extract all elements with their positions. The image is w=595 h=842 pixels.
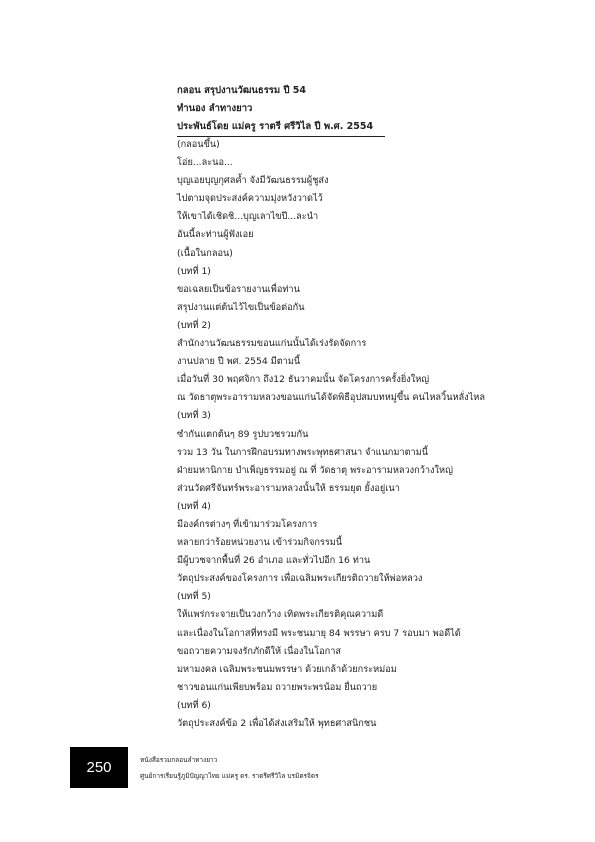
poem-line: หลายกว่าร้อยหน่วยงาน เข้าร่วมกิจกรรมนี้ <box>177 537 343 549</box>
poem-line: อันนี้ละท่านผู้ฟังเอย <box>177 229 254 241</box>
poem-line: (บทที่ 6) <box>177 699 211 711</box>
poem-line: ให้เขาได้เชิดชิ...บุญเลาไขปี...ละนำ <box>177 211 319 223</box>
poem-line: (กลอนขึ้น) <box>177 139 220 150</box>
poem-line: ส่วนวัดศรีจันทร์พระอารามหลวงนั้นให้ ธรรมยุต ยั้งอยู่เนา <box>177 482 400 494</box>
poem-line: โอ่ย...ละนอ... <box>177 157 233 169</box>
poem-line: เมื่อวันที่ 30 พฤศจิกา ถึง12 ธันวาคมนั้น จัดโครงการครั้งยิ่งใหญ่ <box>177 374 430 386</box>
poem-line: สำนักงานวัฒนธรรมขอนแก่นนั้นได้เร่งรัดจัดการ <box>177 338 367 350</box>
poem-line: ซำกันแตกต้นๆ 89 รูปบวชรวมกัน <box>177 428 309 440</box>
poem-line: และเนื่องในโอกาสที่ทรงมี พระชนมายุ 84 พรรษา ครบ 7 รอบมา พอดีได้ <box>177 627 461 639</box>
poem-line: บุญเอยบุญกุศลค้ำ จังมีวัฒนธรรมผู้ชูส่ง <box>177 175 329 187</box>
poem-title: กลอน สรุปงานวัฒนธรรม ปี 54 <box>177 85 307 96</box>
footer-learning-center: ศูนย์การเรียนรู้ภูมิปัญญาไทย แม่ครู ดร. ราตรีศรีวิไล บรมิตรจิตร <box>140 772 319 780</box>
page-footer <box>140 752 440 784</box>
page-number: 250 <box>70 747 128 788</box>
poem-line: (เนื้อในกลอน) <box>177 247 233 259</box>
poem-melody: ทำนอง ลำทางยาว <box>177 103 253 114</box>
poem-line: สรุปงานแต่ต้นไว้ไขเป็นข้อต่อกัน <box>177 301 305 313</box>
poem-line: (บทที่ 3) <box>177 410 211 422</box>
poem-line: (บทที่ 4) <box>177 500 211 512</box>
poem-line: ฝ่ายมหานิกาย บำเพ็ญธรรมอยู่ ณ ที่ วัดธาตุ พระอารามหลวงกว้างใหญ่ <box>177 464 453 476</box>
poem-line: มีผู้บวชจากพื้นที่ 26 อำเภอ และทั่วไปอีก 16 ท่าน <box>177 555 371 567</box>
poem-composer: ประพันธ์โดย แม่ครู ราตรี ศรีวิไล ปี พ.ศ. 2554 <box>177 118 385 137</box>
poem-line: มีองค์กรต่างๆ ที่เข้ามาร่วมโครงการ <box>177 518 318 530</box>
poem-line: ให้แพร่กระจายเป็นวงกว้าง เทิดพระเกียรติคุณความดี <box>177 609 384 621</box>
poem-line: (บทที่ 5) <box>177 591 211 603</box>
poem-line: วัตถุประสงค์ของโครงการ เพื่อเฉลิมพระเกียรติถวายให้พ่อหลวง <box>177 573 423 585</box>
poem-line: ขอเฉลยเป็นข้อรายงานเพื่อท่าน <box>177 283 300 295</box>
poem-line: (บทที่ 2) <box>177 319 211 331</box>
poem-line: รวม 13 วัน ในการฝึกอบรมทางพระพุทธศาสนา จำแนกมาตามนี้ <box>177 446 429 458</box>
document-header <box>177 82 417 137</box>
poem-line: ขอถวายความจงรักภักดีให้ เนื่องในโอกาส <box>177 645 341 657</box>
poem-line: วัตถุประสงค์ข้อ 2 เพื่อได้ส่งเสริมให้ พุทธศาสนิกชน <box>177 718 377 729</box>
footer-book-title: หนังสือรวมกลอนลำทางยาว <box>140 756 218 764</box>
poem-line: (บทที่ 1) <box>177 265 211 277</box>
poem-line: มหามงคล เฉลิมพระชนมพรรษา ด้วยเกล้าด้วยกระหม่อม <box>177 663 397 675</box>
poem-line: ไปตามจุดประสงค์ความมุ่งหวังวาดไว้ <box>177 193 323 205</box>
poem-line: ชาวขอนแก่นเพียบพร้อม ถวายพระพรน้อม ยื่นถวาย <box>177 681 378 693</box>
poem-line: งานปลาย ปี พศ. 2554 มีตามนี้ <box>177 356 301 368</box>
poem-body <box>177 136 497 733</box>
poem-line: ณ วัดธาตุพระอารามหลวงขอนแก่นได้จัดพิธีอุปสมบทหมู่ขึ้น คนไหลวิ้นหลั่งไหล <box>177 392 485 404</box>
